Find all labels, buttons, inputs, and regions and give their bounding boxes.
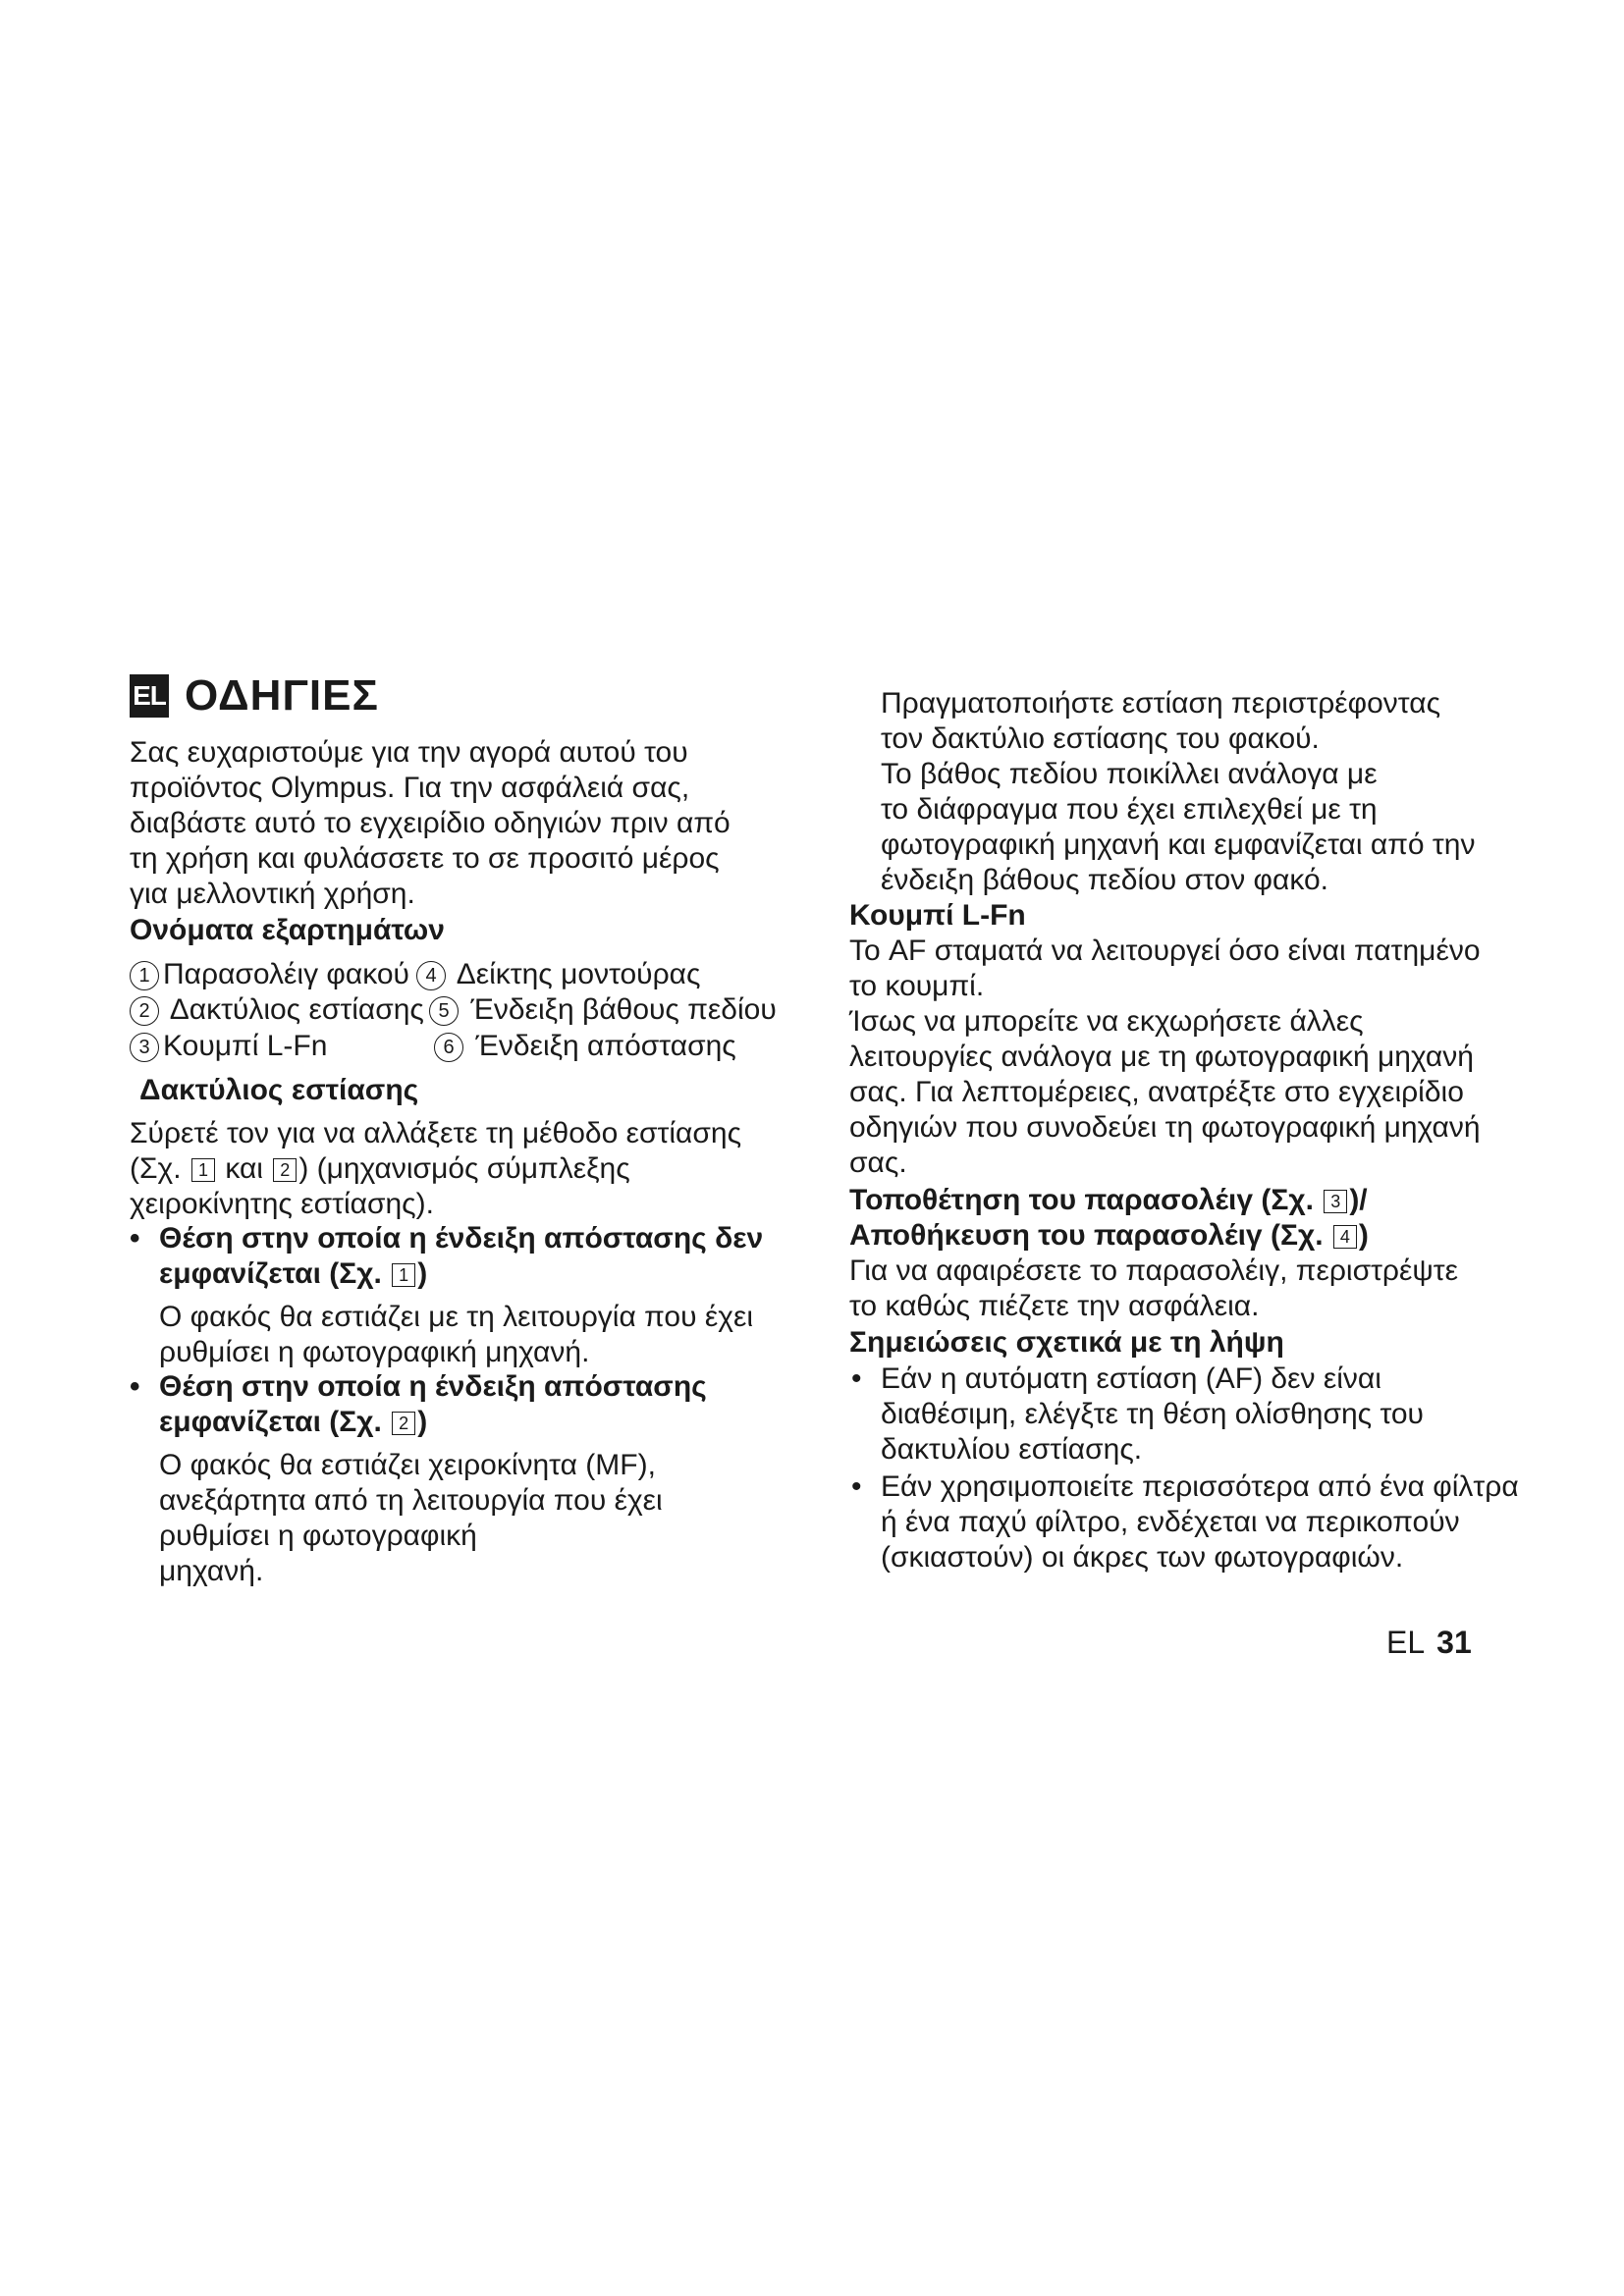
intro-line: τη χρήση και φυλάσσετε το σε προσιτό μέρος <box>130 842 720 875</box>
number-marker: 2 <box>130 996 159 1026</box>
text-fragment: (Σχ. <box>130 1152 182 1185</box>
language-badge: EL <box>130 674 169 718</box>
intro-line: για μελλοντική χρήση. <box>130 878 415 910</box>
page-title: ΟΔΗΓΙΕΣ <box>185 671 379 720</box>
figure-ref: 2 <box>273 1158 297 1182</box>
bullet-heading <box>159 1405 427 1440</box>
footer-lang: EL <box>1386 1625 1426 1660</box>
note-text: ή ένα παχύ φίλτρο, ενδέχεται να περικοπούν <box>881 1506 1460 1538</box>
right-intro-line: Πραγματοποιήστε εστίαση περιστρέφοντας <box>881 687 1441 720</box>
focus-ring-heading: Δακτύλιος εστίασης <box>139 1074 419 1106</box>
lfn-text: Ίσως να μπορείτε να εκχωρήσετε άλλες <box>849 1005 1364 1038</box>
hood-heading <box>849 1183 1368 1218</box>
part-item-4 <box>416 957 700 992</box>
part-label: Κουμπί L-Fn <box>163 1030 328 1062</box>
part-item-5 <box>429 992 777 1028</box>
page-header <box>130 672 379 720</box>
part-label: Δακτύλιος εστίασης <box>169 993 424 1026</box>
intro-line: Σας ευχαριστούμε για την αγορά αυτού του <box>130 736 688 769</box>
lfn-text: λειτουργίες ανάλογα με τη φωτογραφική μηχανή <box>849 1041 1474 1073</box>
bullet-text: ρυθμίσει η φωτογραφική <box>159 1520 477 1552</box>
bullet-mark: • <box>130 1370 140 1403</box>
text-fragment: εμφανίζεται (Σχ. <box>159 1257 382 1290</box>
notes-heading: Σημειώσεις σχετικά με τη λήψη <box>849 1326 1284 1359</box>
note-text: Εάν η αυτόματη εστίαση (AF) δεν είναι <box>881 1362 1381 1395</box>
figure-ref: 4 <box>1333 1225 1357 1249</box>
text-fragment: εμφανίζεται (Σχ. <box>159 1406 382 1438</box>
part-item-2 <box>130 992 424 1028</box>
focus-ring-line <box>130 1151 630 1187</box>
note-text: Εάν χρησιμοποιείτε περισσότερα από ένα φίλτρα <box>881 1470 1519 1503</box>
part-label: Παρασολέιγ φακού <box>163 958 409 990</box>
hood-text: Για να αφαιρέσετε το παρασολέιγ, περιστρέψτε <box>849 1255 1458 1287</box>
text-fragment: ) <box>417 1257 428 1290</box>
figure-ref: 3 <box>1324 1190 1347 1213</box>
lfn-text: Το AF σταματά να λειτουργεί όσο είναι πατημένο <box>849 934 1481 967</box>
note-text: δακτυλίου εστίασης. <box>881 1433 1143 1466</box>
text-fragment: )/ <box>1349 1184 1368 1216</box>
bullet-text: ρυθμίσει η φωτογραφική μηχανή. <box>159 1336 590 1368</box>
bullet-heading <box>159 1256 427 1292</box>
note-text: διαθέσιμη, ελέγξτε τη θέση ολίσθησης του <box>881 1398 1424 1430</box>
lfn-text: οδηγιών που συνοδεύει τη φωτογραφική μηχανή <box>849 1111 1481 1144</box>
focus-ring-line: χειροκίνητης εστίασης). <box>130 1188 434 1220</box>
number-marker: 5 <box>429 996 459 1026</box>
bullet-text: Ο φακός θα εστιάζει με τη λειτουργία που έχει <box>159 1301 753 1333</box>
figure-ref: 1 <box>191 1158 215 1182</box>
bullet-heading: Θέση στην οποία η ένδειξη απόστασης δεν <box>159 1222 764 1255</box>
number-marker: 1 <box>130 961 159 990</box>
text-fragment: ) (μηχανισμός σύμπλεξης <box>298 1152 630 1185</box>
figure-ref: 1 <box>392 1263 415 1287</box>
text-fragment: Αποθήκευση του παρασολέιγ (Σχ. <box>849 1219 1324 1252</box>
part-item-3 <box>130 1029 327 1064</box>
lfn-heading: Κουμπί L-Fn <box>849 899 1026 932</box>
intro-line: προϊόντος Olympus. Για την ασφάλειά σας, <box>130 772 690 804</box>
right-intro-line: Το βάθος πεδίου ποικίλλει ανάλογα με <box>881 758 1378 790</box>
number-marker: 4 <box>416 961 446 990</box>
part-label: Δείκτης μοντούρας <box>456 958 701 990</box>
text-fragment: ) <box>417 1406 428 1438</box>
number-marker: 6 <box>434 1033 463 1062</box>
hood-heading <box>849 1218 1369 1254</box>
part-item-1 <box>130 957 409 992</box>
hood-text: το καθώς πιέζετε την ασφάλεια. <box>849 1290 1260 1322</box>
bullet-text: μηχανή. <box>159 1555 264 1587</box>
text-fragment: και <box>225 1152 263 1185</box>
right-intro-line: ένδειξη βάθους πεδίου στον φακό. <box>881 864 1329 896</box>
note-text: (σκιαστούν) οι άκρες των φωτογραφιών. <box>881 1541 1404 1574</box>
text-fragment: ) <box>1358 1219 1369 1252</box>
part-label: Ένδειξη βάθους πεδίου <box>470 993 777 1026</box>
footer-page: 31 <box>1436 1625 1472 1660</box>
text-fragment: Τοποθέτηση του παρασολέιγ (Σχ. <box>849 1184 1314 1216</box>
bullet-heading: Θέση στην οποία η ένδειξη απόστασης <box>159 1370 707 1403</box>
bullet-mark: • <box>851 1362 862 1395</box>
number-marker: 3 <box>130 1033 159 1062</box>
figure-ref: 2 <box>392 1412 415 1435</box>
bullet-mark: • <box>130 1222 140 1255</box>
intro-line: διαβάστε αυτό το εγχειρίδιο οδηγιών πριν από <box>130 807 731 839</box>
right-intro-line: το διάφραγμα που έχει επιλεχθεί με τη <box>881 793 1378 826</box>
focus-ring-line: Σύρετέ τον για να αλλάξετε τη μέθοδο εστίασης <box>130 1117 742 1149</box>
right-intro-line: φωτογραφική μηχανή και εμφανίζεται από την <box>881 828 1476 861</box>
part-label: Ένδειξη απόστασης <box>475 1030 736 1062</box>
bullet-text: ανεξάρτητα από τη λειτουργία που έχει <box>159 1484 663 1517</box>
bullet-text: Ο φακός θα εστιάζει χειροκίνητα (MF), <box>159 1449 656 1481</box>
part-item-6 <box>434 1029 736 1064</box>
page-number <box>1386 1625 1472 1661</box>
parts-heading: Ονόματα εξαρτημάτων <box>130 914 445 946</box>
lfn-text: το κουμπί. <box>849 970 985 1002</box>
right-intro-line: τον δακτύλιο εστίασης του φακού. <box>881 722 1320 755</box>
bullet-mark: • <box>851 1470 862 1503</box>
lfn-text: σας. Για λεπτομέρειες, ανατρέξτε στο εγχειρίδιο <box>849 1076 1464 1108</box>
lfn-text: σας. <box>849 1147 907 1179</box>
